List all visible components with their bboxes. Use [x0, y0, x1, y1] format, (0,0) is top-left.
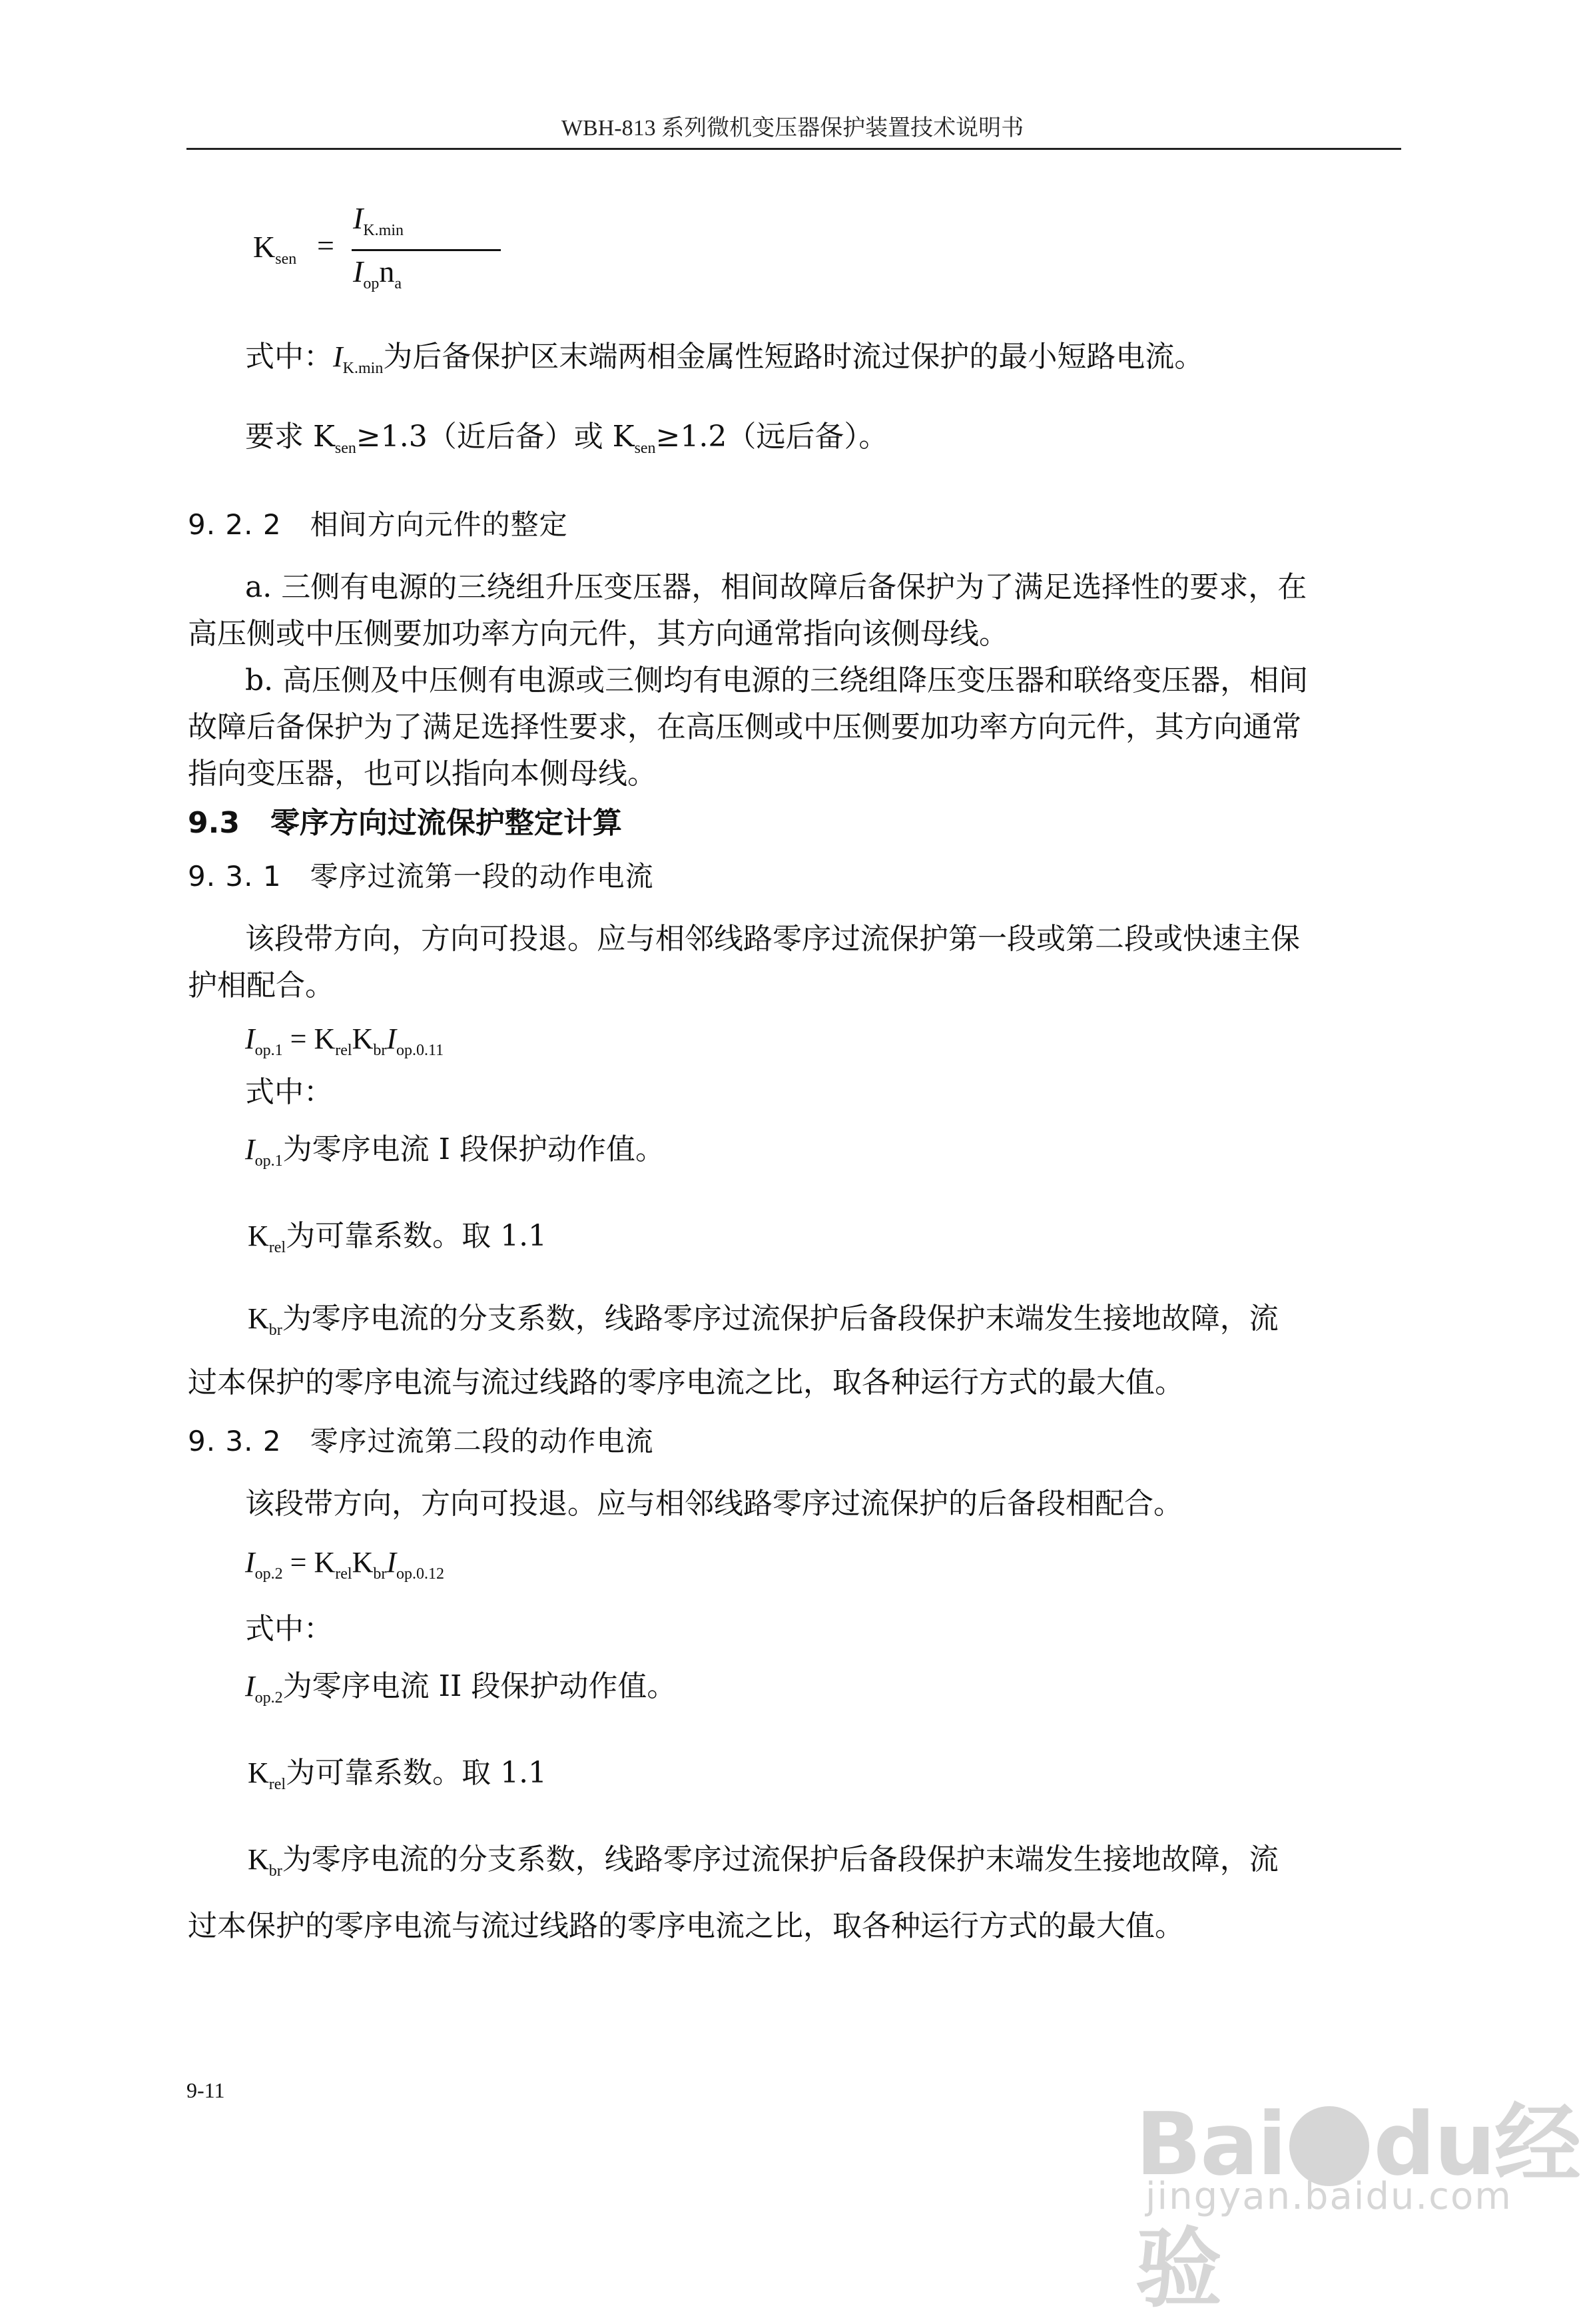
section-9-2-2: 9. 2. 2 相间方向元件的整定 [188, 508, 568, 541]
fraction-bar [352, 249, 501, 251]
formula-iop1: $I_{op.1} = K_{rel}K_{br}I_{op.0.11}$ [245, 1022, 444, 1059]
section-9-3-1: 9. 3. 1 零序过流第一段的动作电流 [188, 860, 654, 893]
para-932-line1: 该段带方向，方向可投退。应与相邻线路零序过流保护的后备段相配合。 [245, 1487, 1183, 1521]
watermark-url: jingyan.baidu.com [1145, 2175, 1512, 2218]
para-931-line2: 护相配合。 [188, 968, 334, 1002]
para-922a-line1: a. 三侧有电源的三绕组升压变压器，相间故障后备保护为了满足选择性的要求，在 [245, 570, 1307, 604]
formula-ksen [253, 200, 493, 306]
def-kbr-2-line1: $K_{br}$为零序电流的分支系数，线路零序过流保护后备段保护末端发生接地故障，流 [248, 1842, 1279, 1880]
para-922b-line3: 指向变压器，也可以指向本侧母线。 [188, 757, 657, 791]
formula-lhs: $K_{sen}$ [253, 230, 297, 268]
section-9-3: 9.3 零序方向过流保护整定计算 [188, 806, 622, 840]
para-931-line1: 该段带方向，方向可投退。应与相邻线路零序过流保护第一段或第二段或快速主保 [245, 922, 1300, 956]
page-header: WBH-813 系列微机变压器保护装置技术说明书 [561, 116, 1024, 141]
ik-definition: 式中：$I_{K.min}$为后备保护区末端两相金属性短路时流过保护的最小短路电流。 [245, 340, 1204, 377]
def-kbr-1-line2: 过本保护的零序电流与流过线路的零序电流之比，取各种运行方式的最大值。 [188, 1365, 1184, 1399]
def-iop2: $I_{op.2}$为零序电流 II 段保护动作值。 [245, 1669, 677, 1707]
para-922b-line2: 故障后备保护为了满足选择性要求，在高压侧或中压侧要加功率方向元件，其方向通常 [188, 710, 1301, 744]
formula-numerator: $I_{K.min}$ [353, 201, 404, 239]
def-krel-1: $K_{rel}$为可靠系数。取 1.1 [248, 1219, 547, 1256]
baidu-watermark-logo: Bai du经验 [1135, 2094, 1580, 2319]
requirement-line: 要求 $K_{sen}\ge 1.3$（近后备）或 $K_{sen}\ge 1.2$（远后备）。 [245, 420, 888, 457]
para-922a-line2: 高压侧或中压侧要加功率方向元件，其方向通常指向该侧母线。 [188, 617, 1008, 651]
page-number: 9-11 [186, 2078, 225, 2102]
def-iop1: $I_{op.1}$为零序电流 I 段保护动作值。 [245, 1132, 665, 1170]
formula-iop2: $I_{op.2} = K_{rel}K_{br}I_{op.0.12}$ [245, 1546, 445, 1583]
formula-denominator: $I_{op}n_a$ [353, 254, 402, 292]
def-krel-2: $K_{rel}$为可靠系数。取 1.1 [248, 1756, 547, 1793]
section-9-3-2: 9. 3. 2 零序过流第二段的动作电流 [188, 1425, 654, 1457]
where-label-1: 式中： [245, 1075, 333, 1109]
formula-equals: = [317, 228, 334, 262]
where-label-2: 式中： [245, 1612, 333, 1646]
para-922b-line1: b. 高压侧及中压侧有电源或三侧均有电源的三绕组降压变压器和联络变压器，相间 [245, 663, 1309, 697]
def-kbr-1-line1: $K_{br}$为零序电流的分支系数，线路零序过流保护后备段保护末端发生接地故障，流 [248, 1302, 1279, 1339]
def-kbr-2-line2: 过本保护的零序电流与流过线路的零序电流之比，取各种运行方式的最大值。 [188, 1909, 1184, 1943]
header-rule [186, 148, 1401, 150]
paw-icon [1289, 2106, 1369, 2186]
